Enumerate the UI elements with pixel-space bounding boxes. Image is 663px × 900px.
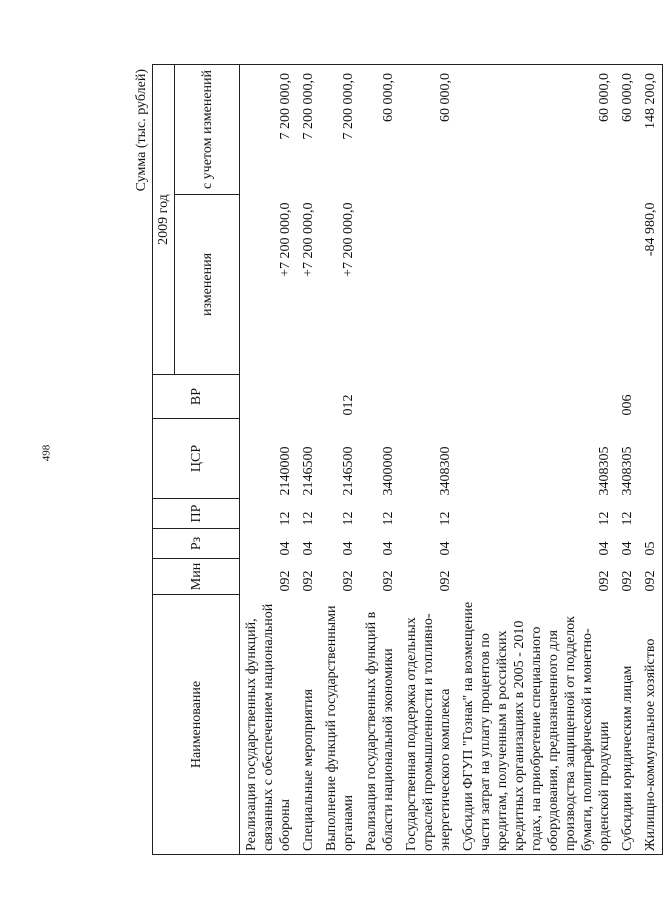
cell-name: Реализация государственных функций, связанных с обеспечением национальной обороны <box>240 595 298 855</box>
cell-min: 092 <box>301 570 316 592</box>
table-row <box>457 65 616 855</box>
header-csr: ЦСР <box>153 419 240 499</box>
cell-min: 092 <box>639 559 663 595</box>
header-with-changes: с учетом изменений <box>175 65 240 195</box>
cell-rz: 04 <box>381 541 396 556</box>
cell-name: Выполнение функций государственными органами <box>320 595 360 855</box>
cell-vr: 012 <box>341 394 356 416</box>
cell-vr <box>360 375 400 419</box>
cell-csr: 2140000 <box>278 446 293 496</box>
cell-rz: 04 <box>620 541 635 556</box>
cell-name: Субсидии ФГУП "Гознак" на возмещение части затрат на уплату процентов по кредитам, полученным в российских кредитных организациях в 2005 - 2010 годах, на приобретение специального оборудования, предназначенного для производства защищенной от подделок бумаги, полиграфической и монетно-орденской продукции <box>457 595 616 855</box>
cell-changes <box>457 195 616 375</box>
cell-csr: 3408305 <box>597 446 612 496</box>
cell-rz: 04 <box>341 541 356 556</box>
cell-vr <box>240 375 298 419</box>
cell-rz: 04 <box>597 541 612 556</box>
header-rz: Рз <box>153 529 240 559</box>
cell-min: 092 <box>341 570 356 592</box>
cell-changes: -84 980,0 <box>639 195 663 375</box>
table-row <box>400 65 457 855</box>
table-row <box>240 65 298 855</box>
table-row <box>360 65 400 855</box>
cell-total: 60 000,0 <box>457 65 616 195</box>
header-pr: ПР <box>153 499 240 529</box>
cell-total: 60 000,0 <box>400 65 457 195</box>
cell-total: 7 200 000,0 <box>240 65 298 195</box>
cell-changes: +7 200 000,0 <box>341 202 356 277</box>
cell-min: 092 <box>278 570 293 592</box>
cell-changes: +7 200 000,0 <box>301 202 316 277</box>
header-changes: изменения <box>175 195 240 375</box>
budget-table <box>152 64 663 855</box>
cell-min: 092 <box>597 570 612 592</box>
cell-rz: 04 <box>301 541 316 556</box>
cell-pr <box>639 499 663 529</box>
cell-csr: 3408300 <box>438 446 453 496</box>
table-row <box>320 65 360 855</box>
cell-csr: 3408305 <box>620 446 635 496</box>
cell-pr: 12 <box>341 511 356 526</box>
cell-min: 092 <box>438 570 453 592</box>
cell-pr: 12 <box>438 511 453 526</box>
header-min: Мин <box>153 559 240 595</box>
header-name: Наименование <box>153 595 240 855</box>
cell-min: 092 <box>620 570 635 592</box>
cell-changes <box>400 195 457 375</box>
cell-pr: 12 <box>278 511 293 526</box>
cell-vr <box>297 375 320 419</box>
cell-rz: 04 <box>438 541 453 556</box>
header-vr: ВР <box>153 375 240 419</box>
table-row <box>297 65 320 855</box>
rotated-budget-table-page <box>134 65 658 855</box>
cell-total: 60 000,0 <box>360 65 400 195</box>
cell-vr <box>639 375 663 419</box>
cell-total: 7 200 000,0 <box>320 65 360 195</box>
header-year: 2009 год <box>153 65 175 375</box>
cell-csr: 2146500 <box>301 446 316 496</box>
cell-total: 60 000,0 <box>616 65 639 195</box>
cell-csr <box>639 419 663 499</box>
page-number: 498 <box>40 444 53 462</box>
cell-pr: 12 <box>597 511 612 526</box>
cell-changes: +7 200 000,0 <box>278 202 293 277</box>
cell-rz: 04 <box>278 541 293 556</box>
cell-pr: 12 <box>381 511 396 526</box>
cell-rz: 05 <box>639 529 663 559</box>
cell-csr: 3400000 <box>381 446 396 496</box>
cell-total: 7 200 000,0 <box>297 65 320 195</box>
table-row <box>616 65 639 855</box>
cell-changes <box>360 195 400 375</box>
cell-vr <box>457 375 616 419</box>
table-header <box>153 65 240 855</box>
cell-name: Субсидии юридическим лицам <box>616 595 639 855</box>
cell-name: Специальные мероприятия <box>297 595 320 855</box>
cell-pr: 12 <box>620 511 635 526</box>
cell-min: 092 <box>381 570 396 592</box>
cell-pr: 12 <box>301 511 316 526</box>
cell-name: Жилищно-коммунальное хозяйство <box>639 595 663 855</box>
cell-csr: 2146500 <box>341 446 356 496</box>
table-row <box>639 65 663 855</box>
cell-vr <box>400 375 457 419</box>
cell-total: 148 200,0 <box>639 65 663 195</box>
unit-label: Сумма (тыс. рублей) <box>134 69 149 192</box>
cell-name: Реализация государственных функций в области национальной экономики <box>360 595 400 855</box>
cell-changes <box>616 195 639 375</box>
cell-name: Государственная поддержка отдельных отраслей промышленности и топливно-энергетического комплекса <box>400 595 457 855</box>
cell-vr: 006 <box>620 394 635 416</box>
table-body <box>240 65 663 855</box>
